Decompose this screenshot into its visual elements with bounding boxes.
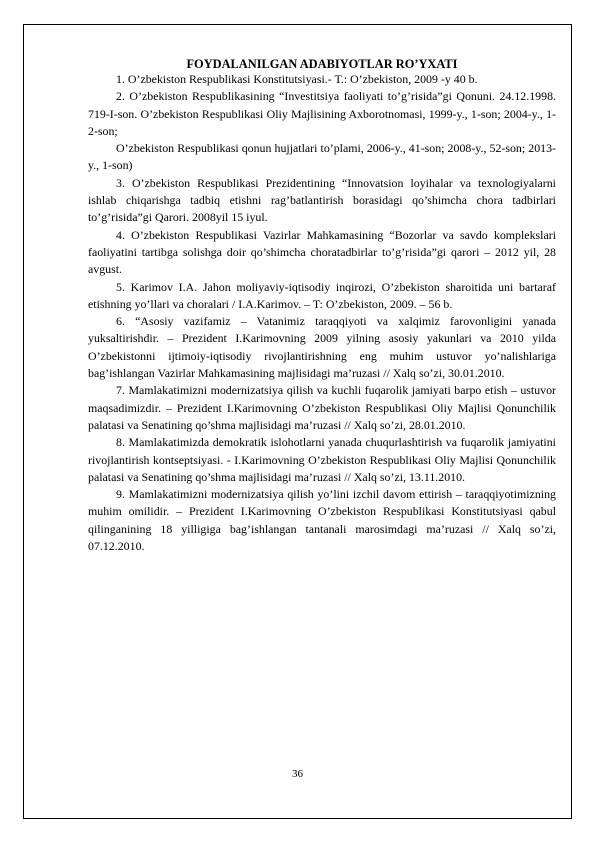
page-content <box>88 57 556 555</box>
reference-list <box>88 71 556 555</box>
reference-item <box>88 71 556 88</box>
reference-item <box>88 88 556 140</box>
reference-item <box>88 434 556 486</box>
reference-text: O’zbekiston Respublikasi Prezidentining “Innovatsion loyihalar va texnologiyalarni ishlab chiqarishga tadbiq etishni rag’batlantirish borasidagi qo’shimcha chora tadbirlari to’g’risida”gi Qarori. 2008yil 15 iyul. <box>88 175 556 225</box>
reference-text: O’zbekiston Respublikasi Vazirlar Mahkamasining “Bozorlar va savdo komplekslari faoliyatini tartibga solishga doir qo’shimcha choratadbirlar to’g’risida”gi qarori – 2012 yil, 28 avgust. <box>88 227 556 277</box>
reference-number: 1. <box>116 72 125 86</box>
reference-text: Mamlakatimizni modernizatsiya qilish yo’lini izchil davom ettirish – taraqqiyotimizning muhim omilidir. – Prezident I.Karimovning O’zbekiston Respublikasi Konstitutsiyasi qabul qilinganining 18 yilligiga bag’ishlangan tantanali marosimdagi ma’ruzasi // Xalq so’zi, 07.12.2010. <box>88 487 556 554</box>
reference-number: 6. <box>116 314 125 329</box>
reference-number: 3. <box>116 175 125 190</box>
reference-text: O’zbekiston Respublikasining “Investitsiya faoliyati to’g’risida”gi Qonuni. 24.12.1998. 719-I-son. O’zbekiston Respublikasi Oliy Majlisining Axborotnomasi, 1999-y., 1-son; 2004-y., 1-2-son; <box>88 89 556 138</box>
reference-number: 9. <box>116 487 125 502</box>
page-number: 36 <box>292 768 303 780</box>
reference-item <box>88 486 556 555</box>
page-title: FOYDALANILGAN ADABIYOTLAR RO’YXATI <box>186 57 458 71</box>
reference-item <box>88 175 556 227</box>
reference-text: Mamlakatimizda demokratik islohotlarni yanada chuqurlashtirish va fuqarolik jamiyatini rivojlantirish kontseptsiyasi. - I.Karimovning O’zbekiston Respublikasi Oliy Majlisi Qonunchilik palatasi va Senatining qo’shma majlisidagi ma’ruzasi // Xalq so’zi, 13.11.2010. <box>88 435 556 484</box>
reference-item <box>88 227 556 279</box>
reference-item <box>88 382 556 434</box>
reference-number: 5. <box>116 279 125 294</box>
reference-text: O’zbekiston Respublikasi Konstitutsiyasi.- T.: O’zbekiston, 2009 -y 40 b. <box>127 72 478 86</box>
reference-text: “Asosiy vazifamiz – Vatanimiz taraqqiyoti va xalqimiz farovonligini yanada yuksaltirishdir. – Prezident I.Karimovning 2009 yilning asosiy yakunlari va 2010 yilda O’zbekistonni ijtimoiy-iqtisodiy rivojlantirishning eng muhim ustuvor yo’nalishlariga bag’ishlangan Vazirlar Mahkamasining majlisidagi ma’ruzasi // Xalq so’zi, 30.01.2010. <box>88 314 556 381</box>
reference-text: Mamlakatimizni modernizatsiya qilish va kuchli fuqarolik jamiyati barpo etish – ustuvor maqsadimizdir. – Prezident I.Karimovning O’zbekiston Respublikasi Oliy Majlisi Qonunchilik palatasi va Senatining qo’shma majlisidagi ma’ruzasi // Xalq so’zi, 28.01.2010. <box>88 383 556 432</box>
reference-text: Karimov I.A. Jahon moliyaviy-iqtisodiy inqirozi, O’zbekiston sharoitida uni bartaraf etishning yo’llari va choralari / I.A.Karimov. – T: O’zbekiston, 2009. – 56 b. <box>88 279 556 311</box>
reference-item <box>88 279 556 314</box>
reference-number: 7. <box>116 383 125 398</box>
reference-text: O’zbekiston Respublikasi qonun hujjatlari to’plami, 2006-y., 41-son; 2008-y., 52-son; 2013-y., 1-son) <box>88 141 556 173</box>
reference-number: 8. <box>116 435 125 450</box>
reference-item <box>88 140 556 175</box>
reference-number: 4. <box>116 227 125 242</box>
reference-number: 2. <box>116 89 125 104</box>
reference-item <box>88 313 556 382</box>
